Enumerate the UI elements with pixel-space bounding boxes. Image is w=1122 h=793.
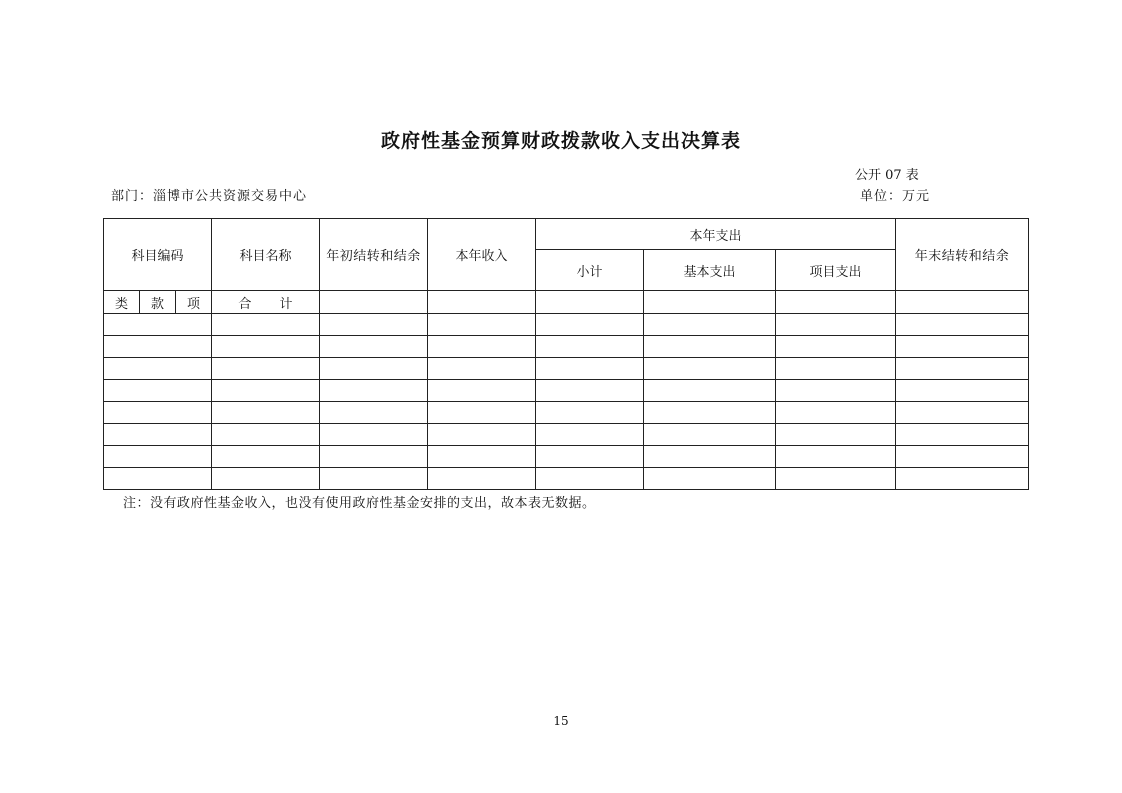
table-cell bbox=[428, 402, 536, 424]
table-row bbox=[104, 380, 1029, 402]
table-cell bbox=[644, 446, 776, 468]
budget-table bbox=[103, 218, 1029, 490]
table-cell bbox=[428, 291, 536, 314]
table-cell bbox=[428, 336, 536, 358]
table-cell bbox=[644, 358, 776, 380]
table-cell bbox=[428, 314, 536, 336]
table-cell bbox=[428, 446, 536, 468]
table-cell bbox=[104, 380, 212, 402]
table-row bbox=[104, 468, 1029, 490]
table-cell bbox=[212, 358, 320, 380]
table-cell bbox=[644, 380, 776, 402]
table-row bbox=[104, 402, 1029, 424]
table-cell bbox=[212, 402, 320, 424]
header-basic-expenditure: 基本支出 bbox=[644, 250, 776, 291]
header-subject-code: 科目编码 bbox=[104, 219, 212, 291]
table-cell bbox=[776, 336, 896, 358]
table-body bbox=[104, 314, 1029, 490]
table-cell bbox=[536, 424, 644, 446]
subheader-item: 项 bbox=[175, 291, 211, 313]
table-row bbox=[104, 336, 1029, 358]
table-cell bbox=[212, 380, 320, 402]
table-cell bbox=[428, 424, 536, 446]
table-cell bbox=[776, 402, 896, 424]
header-current-expenditure: 本年支出 bbox=[536, 219, 896, 250]
table-cell bbox=[320, 358, 428, 380]
table-row bbox=[104, 358, 1029, 380]
table-cell bbox=[104, 424, 212, 446]
header-subtotal: 小计 bbox=[536, 250, 644, 291]
table-cell bbox=[536, 446, 644, 468]
header-opening-balance: 年初结转和结余 bbox=[320, 219, 428, 291]
table-cell bbox=[644, 468, 776, 490]
header-subject-name: 科目名称 bbox=[212, 219, 320, 291]
table-cell bbox=[320, 402, 428, 424]
table-cell bbox=[320, 380, 428, 402]
header-closing-balance: 年末结转和结余 bbox=[896, 219, 1029, 291]
table-cell bbox=[776, 446, 896, 468]
table-cell bbox=[776, 424, 896, 446]
table-cell bbox=[536, 380, 644, 402]
table-cell bbox=[896, 468, 1029, 490]
table-cell bbox=[320, 314, 428, 336]
table-cell bbox=[896, 424, 1029, 446]
table-cell bbox=[536, 358, 644, 380]
table-cell bbox=[896, 314, 1029, 336]
table-cell bbox=[896, 358, 1029, 380]
page-title: 政府性基金预算财政拨款收入支出决算表 bbox=[380, 130, 741, 152]
table-cell bbox=[776, 358, 896, 380]
table-cell bbox=[212, 468, 320, 490]
table-row bbox=[104, 446, 1029, 468]
table-row bbox=[104, 424, 1029, 446]
page-number: 15 bbox=[553, 714, 569, 728]
table-cell bbox=[644, 291, 776, 314]
table-cell bbox=[320, 468, 428, 490]
total-label: 合 计 bbox=[238, 296, 305, 312]
table-cell bbox=[212, 314, 320, 336]
table-cell bbox=[104, 358, 212, 380]
form-number: 公开 07 表 bbox=[855, 168, 919, 183]
table-cell bbox=[644, 424, 776, 446]
table-cell bbox=[104, 402, 212, 424]
subheader-section: 款 bbox=[139, 291, 175, 313]
table-cell bbox=[776, 380, 896, 402]
table-cell bbox=[104, 314, 212, 336]
table-cell bbox=[212, 424, 320, 446]
table-cell bbox=[104, 468, 212, 490]
table-cell bbox=[644, 314, 776, 336]
category-section-item-cell bbox=[104, 291, 212, 314]
table-cell bbox=[320, 336, 428, 358]
table-cell bbox=[896, 402, 1029, 424]
table-cell bbox=[428, 380, 536, 402]
header-current-income: 本年收入 bbox=[428, 219, 536, 291]
table-row bbox=[104, 314, 1029, 336]
table-cell bbox=[320, 291, 428, 314]
table-cell bbox=[896, 446, 1029, 468]
table-cell bbox=[896, 291, 1029, 314]
total-cell bbox=[212, 291, 320, 314]
table-cell bbox=[320, 424, 428, 446]
table-cell bbox=[536, 291, 644, 314]
table-cell bbox=[320, 446, 428, 468]
table-cell bbox=[536, 468, 644, 490]
table-cell bbox=[104, 446, 212, 468]
table-cell bbox=[536, 402, 644, 424]
table-cell bbox=[536, 336, 644, 358]
unit-label: 单位：万元 bbox=[860, 189, 931, 204]
table-cell bbox=[212, 336, 320, 358]
subheader-category: 类 bbox=[114, 296, 128, 312]
table-cell bbox=[104, 336, 212, 358]
department-label: 部门：淄博市公共资源交易中心 bbox=[111, 189, 308, 204]
table-cell bbox=[212, 446, 320, 468]
table-cell bbox=[428, 358, 536, 380]
table-cell bbox=[536, 314, 644, 336]
table-cell bbox=[644, 336, 776, 358]
table-cell bbox=[776, 291, 896, 314]
footnote: 注：没有政府性基金收入，也没有使用政府性基金安排的支出，故本表无数据。 bbox=[123, 496, 596, 511]
table-cell bbox=[896, 380, 1029, 402]
table-cell bbox=[776, 468, 896, 490]
table-cell bbox=[428, 468, 536, 490]
table-cell bbox=[644, 402, 776, 424]
table-cell bbox=[776, 314, 896, 336]
header-project-expenditure: 项目支出 bbox=[776, 250, 896, 291]
table-cell bbox=[896, 336, 1029, 358]
